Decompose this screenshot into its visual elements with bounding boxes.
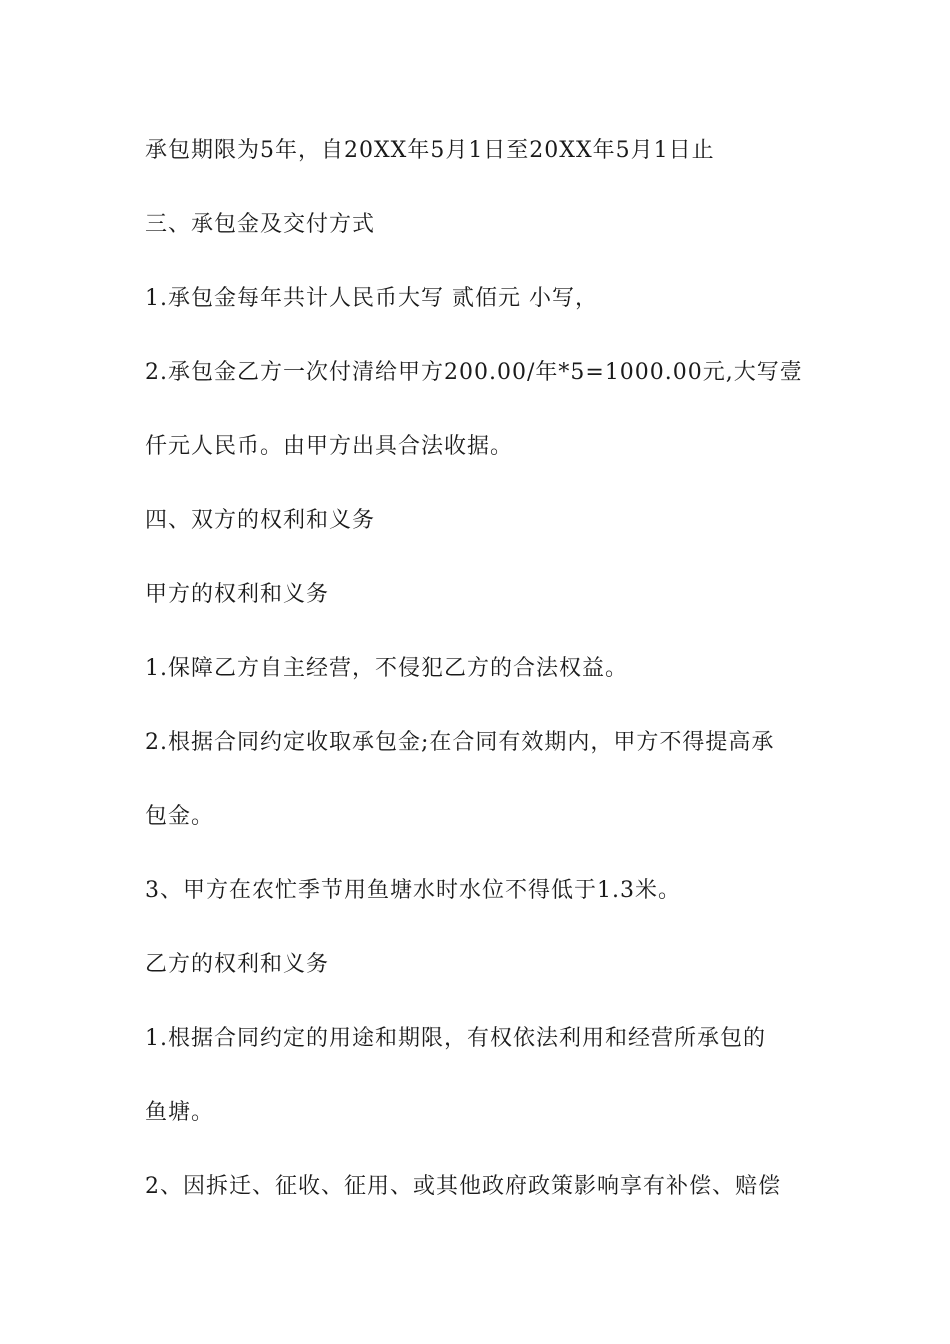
clause-a-2: 2.根据合同约定收取承包金;在合同有效期内，甲方不得提高承 [145,730,775,755]
clause-b-1-cont: 鱼塘。 [145,1100,215,1125]
contract-term-line: 承包期限为5年，自20XX年5月1日至20XX年5月1日止 [145,138,715,163]
clause-b-1: 1.根据合同约定的用途和期限，有权依法利用和经营所承包的 [145,1026,766,1051]
clause-a-3: 3、甲方在农忙季节用鱼塘水时水位不得低于1.3米。 [145,878,681,903]
clause-fee-2: 2.承包金乙方一次付清给甲方200.00/年*5=1000.00元,大写壹 [145,360,803,385]
subheading-party-b: 乙方的权利和义务 [145,952,330,977]
section-heading-rights: 四、双方的权利和义务 [145,508,376,533]
clause-b-2: 2、因拆迁、征收、征用、或其他政府政策影响享有补偿、赔偿 [145,1174,781,1199]
section-heading-fee: 三、承包金及交付方式 [145,212,376,237]
clause-fee-2-cont: 仟元人民币。由甲方出具合法收据。 [145,434,514,459]
clause-a-2-cont: 包金。 [145,804,215,829]
clause-a-1: 1.保障乙方自主经营，不侵犯乙方的合法权益。 [145,656,628,681]
clause-fee-1: 1.承包金每年共计人民币大写 贰佰元 小写， [145,286,598,311]
subheading-party-a: 甲方的权利和义务 [145,582,330,607]
